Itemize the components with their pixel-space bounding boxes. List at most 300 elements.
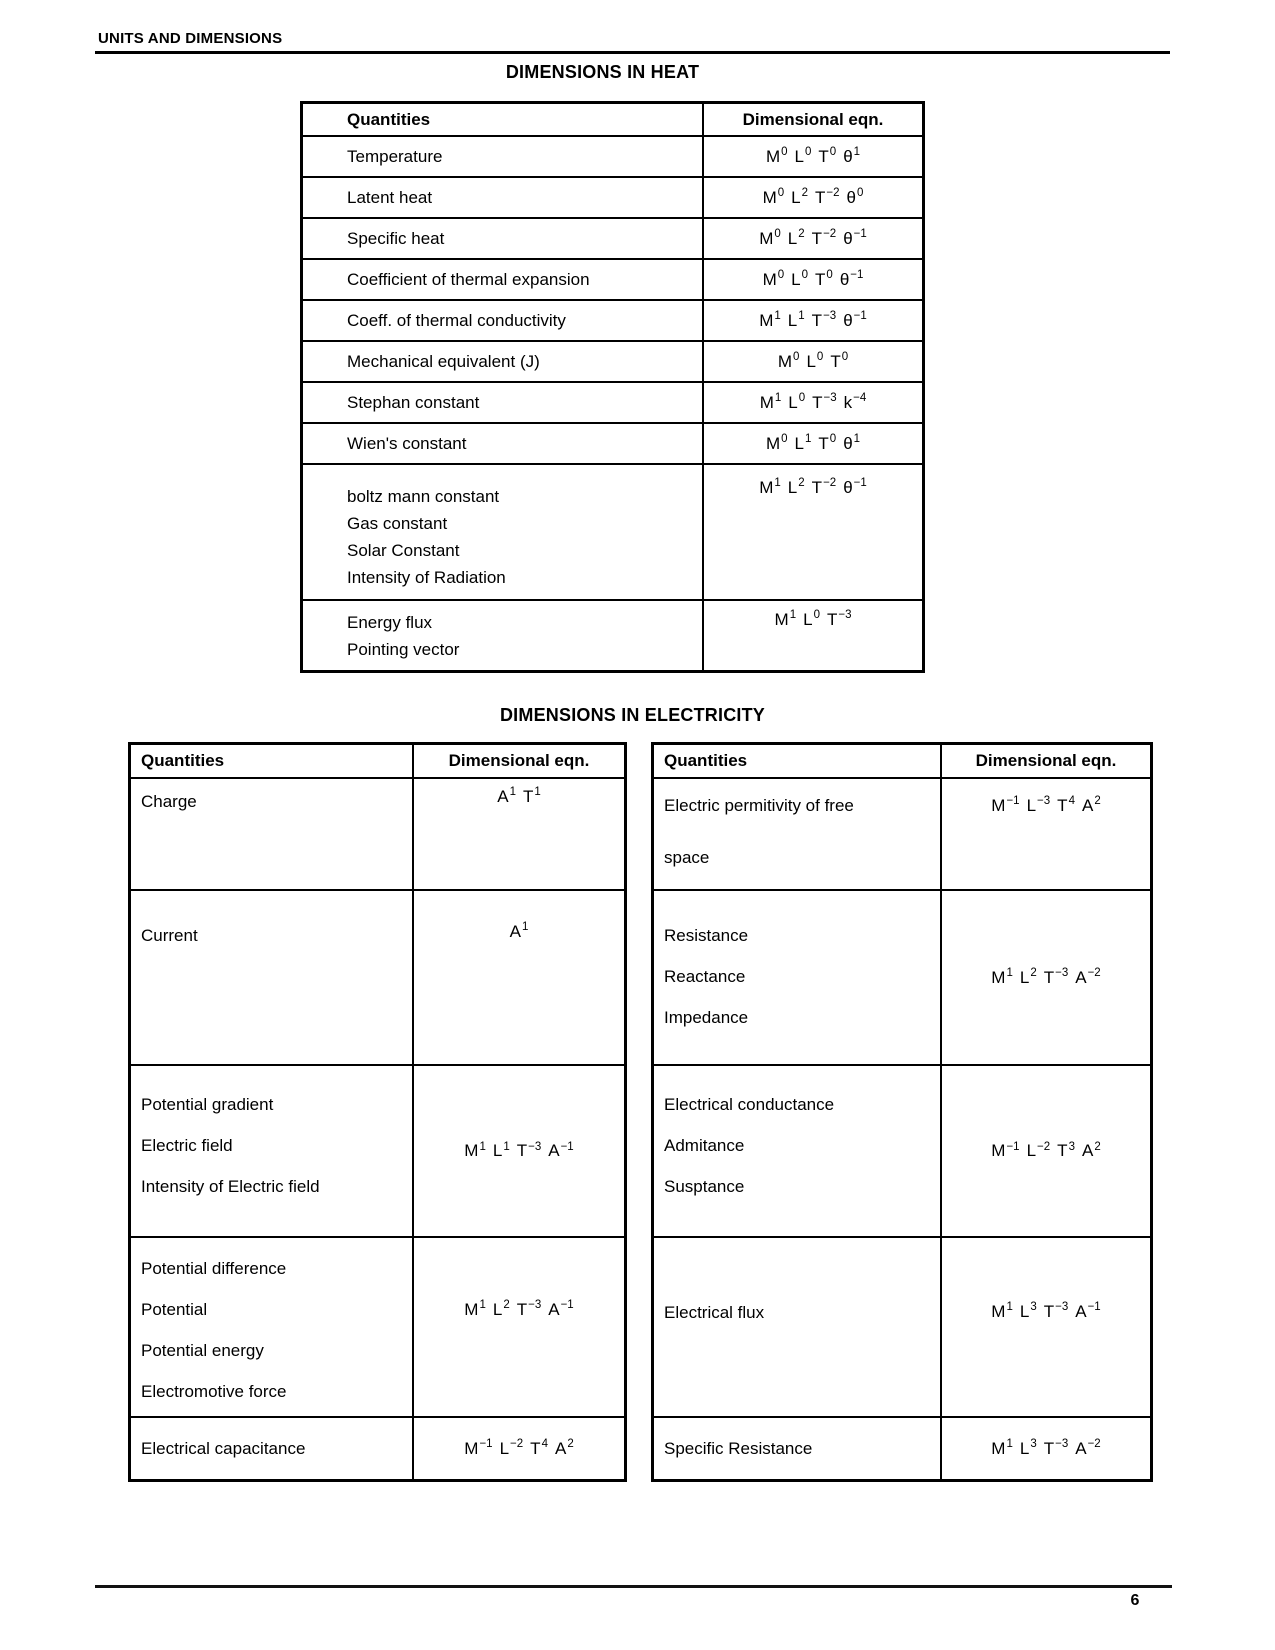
dim-exponent: 0 [798, 392, 806, 405]
quantity-label: Electric field [141, 1136, 233, 1155]
dim-exponent: 1 [509, 786, 516, 798]
header-dim-cell [942, 745, 1150, 777]
dim-base: θ [843, 146, 853, 166]
dim-exponent: 1 [479, 1140, 486, 1153]
dim-term [843, 478, 867, 497]
dim-term [766, 147, 788, 166]
dim-equation [510, 921, 529, 942]
page-number: 6 [1130, 1592, 1140, 1609]
table-row [131, 891, 624, 1066]
quantity-label: Potential difference [141, 1259, 287, 1278]
dim-exponent: 1 [789, 609, 797, 621]
dim-term [803, 610, 820, 629]
dim-cell [414, 1238, 624, 1416]
table-row [131, 1066, 624, 1238]
dim-base: M [759, 310, 774, 330]
dim-exponent: 3 [1030, 1438, 1037, 1451]
dim-term [766, 434, 788, 453]
dim-term [759, 311, 781, 330]
dim-base: T [530, 1438, 541, 1458]
dim-exponent: −1 [479, 1438, 493, 1451]
table-header-row [131, 745, 624, 779]
dim-exponent: 2 [1094, 1140, 1101, 1153]
dim-cell [414, 1066, 624, 1236]
dim-equation [759, 477, 867, 498]
dim-base: T [812, 392, 823, 412]
dim-exponent: 2 [1030, 967, 1037, 980]
quantities-cell [303, 301, 704, 340]
dim-exponent: −2 [1087, 967, 1101, 980]
dim-term [763, 188, 785, 207]
dim-exponent: 0 [826, 269, 833, 282]
dim-exponent: −2 [826, 187, 840, 200]
dim-base: T [811, 310, 823, 330]
dim-exponent: −1 [1006, 1140, 1020, 1153]
dim-base: θ [843, 310, 853, 330]
dim-base: T [1043, 1438, 1055, 1458]
dim-term [827, 610, 852, 629]
dim-exponent: −3 [1055, 1438, 1069, 1451]
dim-base: L [1026, 1141, 1037, 1161]
dim-exponent: −3 [823, 310, 837, 323]
dim-base: L [787, 477, 798, 497]
header-dim-cell [414, 745, 624, 777]
dim-equation [760, 392, 867, 413]
dim-exponent: 0 [777, 187, 785, 200]
dim-base: T [815, 187, 826, 207]
quantity-label: Temperature [347, 146, 443, 166]
table-row [303, 219, 922, 260]
quantities-cell [654, 891, 942, 1064]
dim-base: T [522, 786, 534, 806]
dim-base: L [787, 228, 798, 248]
dim-term [517, 1141, 542, 1160]
dim-base: M [991, 1438, 1006, 1458]
quantity-label: Potential [141, 1300, 208, 1319]
dim-base: A [1081, 795, 1094, 815]
dim-base: L [794, 433, 804, 453]
quantity-label: Energy flux [347, 613, 433, 632]
column-header-dim: Dimensional eqn. [742, 109, 884, 129]
table-row [303, 465, 922, 601]
dim-base: L [787, 310, 798, 330]
dim-equation [464, 1141, 573, 1162]
dim-exponent: 0 [829, 146, 837, 159]
dim-equation [759, 228, 867, 249]
quantities-cell [303, 601, 704, 670]
dim-base: T [818, 433, 829, 453]
quantities-cell [303, 178, 704, 217]
dim-exponent: −1 [853, 228, 867, 241]
dim-base: T [1057, 1141, 1068, 1161]
dim-term [795, 434, 812, 453]
quantity-label: Potential energy [141, 1341, 264, 1360]
dim-equation [991, 1438, 1100, 1459]
dim-exponent: 1 [774, 310, 781, 323]
column-header-quantities: Quantities [347, 109, 431, 129]
dim-exponent: −3 [528, 1140, 542, 1153]
dim-equation [763, 269, 864, 290]
quantity-label: Specific heat [347, 228, 445, 248]
dim-exponent: 2 [1094, 795, 1101, 807]
dim-term [788, 311, 805, 330]
dim-base: T [1043, 967, 1055, 987]
dim-term [830, 352, 848, 371]
heat-table [300, 101, 925, 673]
quantity-label: Susptance [664, 1177, 745, 1196]
dim-base: T [811, 477, 823, 497]
dim-term [523, 787, 541, 806]
quantity-label: Solar Constant [347, 541, 460, 560]
dim-exponent: 0 [841, 351, 849, 364]
dim-base: θ [846, 187, 857, 207]
dim-term [1075, 1302, 1100, 1321]
dim-base: L [1019, 967, 1030, 987]
dim-exponent: 0 [781, 433, 788, 446]
dim-exponent: 0 [774, 228, 781, 241]
dim-term [788, 393, 805, 412]
dim-equation [775, 609, 852, 630]
dim-exponent: −4 [853, 392, 867, 405]
dim-term [815, 270, 833, 289]
dim-exponent: 0 [813, 609, 820, 621]
quantity-label: boltz mann constant [347, 487, 500, 506]
dim-exponent: 1 [1006, 1301, 1013, 1313]
table-row [131, 1418, 624, 1479]
dim-cell [942, 779, 1150, 889]
dim-base: A [548, 1141, 560, 1161]
dim-base: T [516, 1141, 528, 1161]
quantities-cell [131, 1418, 414, 1479]
dim-cell [414, 779, 624, 889]
dim-base: A [1075, 1301, 1087, 1321]
dim-exponent: −1 [853, 310, 867, 323]
header-quantities-cell [654, 745, 942, 777]
quantity-label: Admitance [664, 1136, 745, 1155]
dim-base: T [516, 1299, 528, 1319]
quantity-label: Latent heat [347, 187, 433, 207]
dim-base: M [765, 146, 781, 166]
quantity-label: Reactance [664, 967, 746, 986]
electricity-section-title: DIMENSIONS IN ELECTRICITY [499, 705, 765, 725]
quantities-cell [303, 424, 704, 463]
dim-term [1057, 796, 1075, 815]
dim-base: M [991, 967, 1006, 987]
dim-exponent: 1 [1006, 1438, 1013, 1451]
dim-term [812, 229, 837, 248]
dim-base: M [759, 477, 774, 497]
dim-cell [414, 891, 624, 1064]
dim-exponent: −1 [560, 1299, 574, 1311]
dim-term [991, 968, 1013, 987]
dim-exponent: 2 [798, 228, 805, 241]
dim-base: A [554, 1438, 567, 1458]
quantity-label: Electric permitivity of free [664, 796, 854, 815]
dim-term [843, 434, 860, 453]
dim-base: A [497, 786, 509, 806]
table-header-row [303, 104, 922, 137]
quantities-cell [303, 383, 704, 422]
dim-exponent: −1 [1087, 1301, 1101, 1313]
dim-base: M [464, 1438, 479, 1458]
dim-term [812, 311, 837, 330]
table-row [303, 260, 922, 301]
dim-base: M [759, 392, 774, 412]
dim-base: M [774, 609, 789, 629]
dim-cell [704, 383, 922, 422]
dim-term [791, 270, 808, 289]
dim-term [1020, 1302, 1037, 1321]
dim-cell [942, 1066, 1150, 1236]
table-row [303, 383, 922, 424]
heat-section-title: DIMENSIONS IN HEAT [505, 62, 700, 82]
quantities-cell [131, 1238, 414, 1416]
dim-term [759, 478, 781, 497]
dim-exponent: −2 [823, 477, 837, 489]
table-row [654, 891, 1150, 1066]
dim-cell [704, 260, 922, 299]
quantities-cell [654, 779, 942, 889]
dim-term [1082, 796, 1101, 815]
dim-exponent: −2 [1087, 1438, 1101, 1451]
quantities-cell [131, 779, 414, 889]
dim-term [1075, 1439, 1100, 1458]
quantity-label: Resistance [664, 926, 749, 945]
quantity-label: space [664, 848, 710, 867]
dim-term [812, 478, 837, 497]
quantity-label: Gas constant [347, 514, 448, 533]
dim-equation [464, 1438, 573, 1459]
table-row [654, 1066, 1150, 1238]
column-header-dim: Dimensional eqn. [975, 751, 1117, 770]
dim-cell [704, 301, 922, 340]
dim-term [818, 147, 836, 166]
dim-cell [942, 891, 1150, 1064]
quantity-label: Impedance [664, 1008, 749, 1027]
quantities-cell [131, 891, 414, 1064]
dim-base: M [765, 433, 781, 453]
dim-term [517, 1300, 542, 1319]
dim-term [815, 188, 840, 207]
dim-exponent: 4 [1068, 795, 1075, 807]
dim-term [510, 922, 529, 941]
dim-exponent: −1 [853, 477, 867, 489]
quantities-cell [654, 1418, 942, 1479]
dim-base: A [1081, 1141, 1094, 1161]
dim-exponent: −2 [1037, 1140, 1051, 1153]
dim-exponent: 0 [781, 146, 788, 159]
dim-exponent: 1 [774, 477, 781, 489]
dim-base: T [826, 609, 838, 629]
dim-term [530, 1439, 548, 1458]
dim-base: A [548, 1299, 560, 1319]
dim-base: T [811, 228, 823, 248]
quantity-label: Specific Resistance [664, 1439, 813, 1458]
dim-term [493, 1141, 510, 1160]
dim-equation [766, 146, 860, 167]
dim-base: M [991, 1141, 1006, 1161]
quantity-label: Mechanical equivalent (J) [347, 351, 540, 371]
dim-cell [704, 601, 922, 670]
dim-exponent: 2 [567, 1438, 574, 1451]
quantity-label: Coeff. of thermal conductivity [347, 310, 566, 330]
dim-cell [942, 1238, 1150, 1416]
dim-base: L [1019, 1301, 1030, 1321]
quantity-label: Stephan constant [347, 392, 480, 412]
column-header-dim: Dimensional eqn. [448, 751, 590, 770]
dim-exponent: 3 [1068, 1140, 1075, 1153]
table-row [654, 1238, 1150, 1418]
dim-exponent: −1 [1006, 795, 1020, 807]
dim-term [760, 393, 782, 412]
dim-base: M [991, 1301, 1006, 1321]
dim-exponent: −3 [823, 392, 837, 405]
table-row [654, 1418, 1150, 1479]
dim-cell [704, 465, 922, 599]
dim-base: L [492, 1141, 503, 1161]
dim-term [1075, 968, 1100, 987]
dim-exponent: −1 [850, 269, 864, 282]
dim-equation [763, 187, 864, 208]
dim-term [844, 393, 867, 412]
table-row [303, 137, 922, 178]
dim-base: A [1075, 967, 1087, 987]
dim-term [788, 229, 805, 248]
dim-exponent: 4 [541, 1438, 548, 1451]
dim-base: M [464, 1299, 479, 1319]
dim-exponent: 1 [479, 1299, 486, 1311]
dim-exponent: 1 [804, 433, 812, 446]
quantities-cell [303, 219, 704, 258]
dim-base: L [806, 351, 816, 371]
dim-term [548, 1141, 573, 1160]
dim-base: T [830, 351, 841, 371]
quantity-label: Coefficient of thermal expansion [347, 269, 590, 289]
document-header: UNITS AND DIMENSIONS [98, 30, 283, 47]
dim-base: T [1043, 1301, 1055, 1321]
dim-exponent: 0 [777, 269, 785, 282]
quantities-cell [303, 342, 704, 381]
electricity-left-table [128, 742, 627, 1482]
column-header-quantities: Quantities [141, 751, 225, 770]
header-rule [95, 51, 1170, 54]
table-row [303, 301, 922, 342]
dim-exponent: −3 [1037, 795, 1051, 807]
dim-base: A [509, 921, 521, 941]
dim-term [497, 787, 516, 806]
dim-exponent: 3 [1030, 1301, 1037, 1313]
column-header-quantities: Quantities [664, 751, 748, 770]
header-quantities-cell [131, 745, 414, 777]
dim-exponent: 0 [793, 351, 800, 364]
quantities-cell [303, 465, 704, 599]
dim-base: T [1057, 795, 1068, 815]
footer-rule [95, 1585, 1172, 1588]
table-row [303, 424, 922, 465]
dim-term [464, 1300, 486, 1319]
dim-term [1027, 796, 1051, 815]
dim-exponent: 0 [804, 146, 812, 159]
dim-base: L [492, 1299, 503, 1319]
quantity-label: Electrical conductance [664, 1095, 835, 1114]
dim-term [464, 1141, 486, 1160]
dim-exponent: 1 [503, 1140, 510, 1153]
dim-base: A [1075, 1438, 1087, 1458]
dim-exponent: 2 [503, 1299, 510, 1311]
dim-exponent: −3 [1055, 1301, 1069, 1313]
dim-term [500, 1439, 524, 1458]
dim-term [991, 1302, 1013, 1321]
quantities-cell [303, 137, 704, 176]
dim-term [548, 1300, 573, 1319]
dim-term [847, 188, 864, 207]
dim-base: M [762, 187, 777, 207]
dim-term [991, 1141, 1019, 1160]
dim-equation [464, 1299, 573, 1320]
electricity-right-table [651, 742, 1153, 1482]
dim-term [1020, 1439, 1037, 1458]
dim-term [759, 229, 781, 248]
dim-cell [704, 137, 922, 176]
quantity-label: Wien's constant [347, 433, 467, 453]
dim-exponent: 2 [798, 477, 805, 489]
dim-term [1044, 968, 1069, 987]
dim-term [1020, 968, 1037, 987]
dim-exponent: 1 [534, 786, 541, 798]
dim-term [555, 1439, 574, 1458]
dim-cell [414, 1418, 624, 1479]
dim-base: L [791, 269, 801, 289]
dim-base: M [464, 1141, 479, 1161]
dim-base: θ [843, 433, 853, 453]
table-row [654, 779, 1150, 891]
dim-equation [766, 433, 860, 454]
dim-term [775, 610, 797, 629]
dim-equation [991, 1301, 1100, 1322]
table-header-row [654, 745, 1150, 779]
dim-exponent: −3 [1055, 967, 1069, 980]
dim-base: θ [843, 228, 853, 248]
dim-term [1044, 1439, 1069, 1458]
dim-exponent: 0 [829, 433, 837, 446]
dim-exponent: 1 [853, 146, 861, 159]
dim-term [1082, 1141, 1101, 1160]
dim-term [843, 229, 867, 248]
dim-term [1027, 1141, 1051, 1160]
dim-cell [942, 1418, 1150, 1479]
quantity-label: Intensity of Electric field [141, 1177, 320, 1196]
dim-base: M [759, 228, 774, 248]
dim-exponent: −2 [510, 1438, 524, 1451]
quantities-cell [131, 1066, 414, 1236]
dim-cell [704, 219, 922, 258]
dim-equation [778, 351, 848, 372]
dim-term [1044, 1302, 1069, 1321]
dim-exponent: 1 [774, 392, 782, 405]
dim-base: M [777, 351, 793, 371]
dim-exponent: 1 [853, 433, 861, 446]
dim-equation [991, 1141, 1100, 1162]
quantity-label: Charge [141, 792, 197, 811]
dim-base: L [1019, 1438, 1030, 1458]
dim-term [763, 270, 785, 289]
dim-term [464, 1439, 492, 1458]
dim-base: T [815, 269, 826, 289]
quantity-label: Electrical flux [664, 1303, 765, 1322]
dim-base: θ [839, 269, 850, 289]
dim-base: L [499, 1438, 510, 1458]
dim-term [493, 1300, 510, 1319]
